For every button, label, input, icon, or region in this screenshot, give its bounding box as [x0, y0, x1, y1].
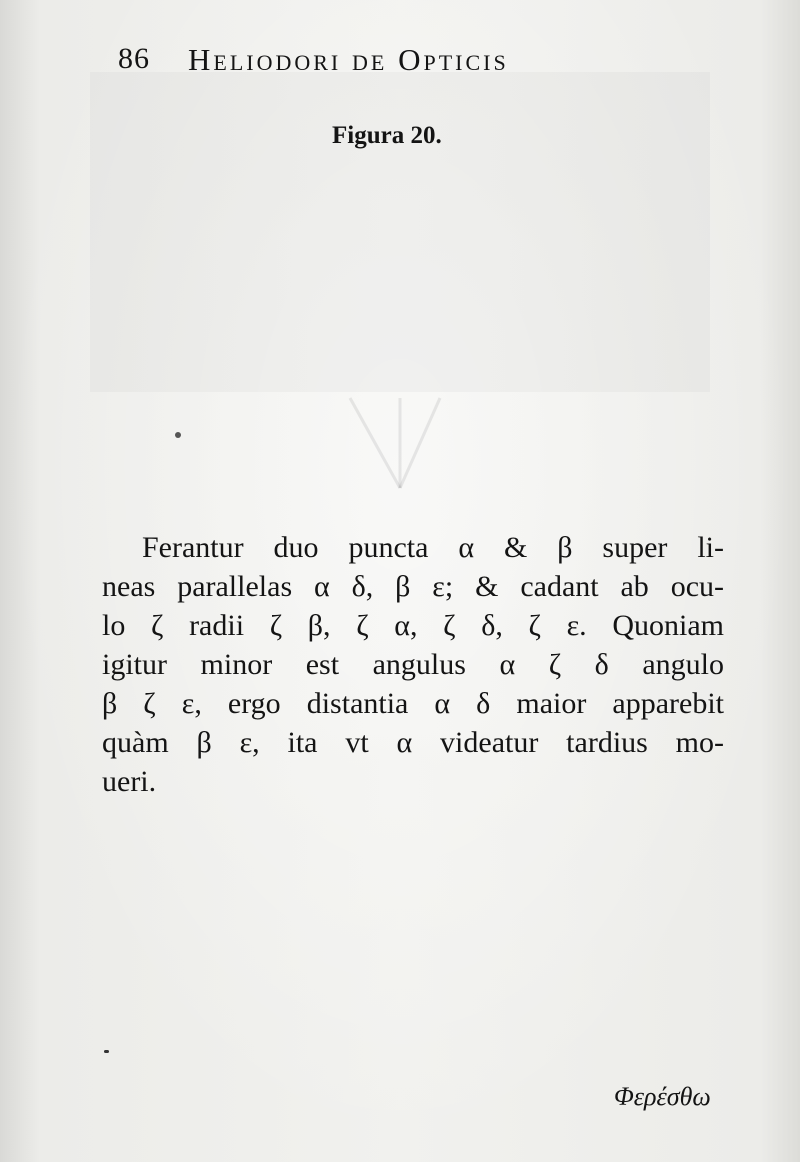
running-title: Heliodori de Opticis: [188, 42, 509, 77]
text-line: quàm β ε, ita vt α videatur tardius mo-: [102, 726, 724, 759]
text-line: Ferantur duo puncta α & β super li-: [142, 531, 724, 564]
figure-label: Figura 20.: [332, 122, 442, 149]
catchword: Φερέσθω: [614, 1082, 711, 1111]
body-paragraph: [102, 528, 724, 801]
ink-speck: [104, 1050, 109, 1053]
figure-ray: [350, 398, 400, 488]
figure-ray: [400, 398, 440, 488]
text-line: β ζ ε, ergo distantia α δ maior apparebit: [102, 687, 724, 720]
page-header: [118, 42, 678, 90]
text-line: ueri.: [102, 765, 157, 798]
text-line: igitur minor est angulus α ζ δ angulo: [102, 648, 724, 681]
figure-bleed-diagram: [140, 168, 660, 508]
page-number: 86: [118, 42, 150, 75]
text-line: lo ζ radii ζ β, ζ α, ζ δ, ζ ε. Quoniam: [102, 609, 724, 642]
text-line: neas parallelas α δ, β ε; & cadant ab ocu-: [102, 570, 724, 603]
ink-spot: [175, 432, 181, 438]
